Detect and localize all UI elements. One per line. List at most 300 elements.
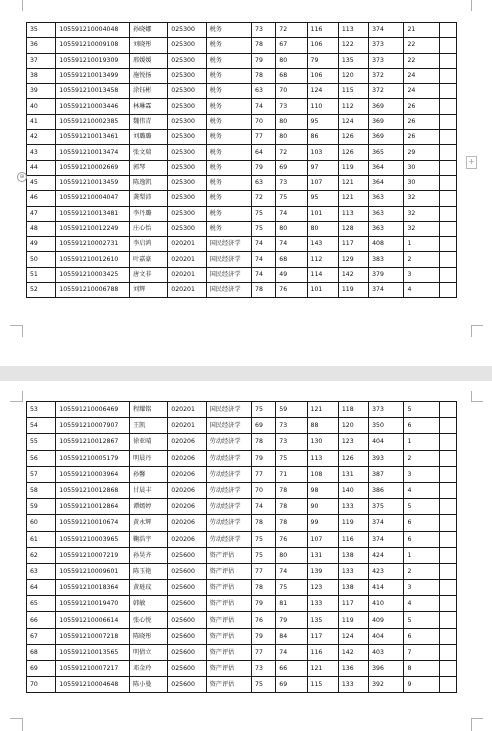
table-cell: 80: [307, 221, 338, 236]
table-cell: 46: [27, 191, 56, 206]
table-cell: 120: [338, 418, 368, 434]
table-cell: 43: [27, 145, 56, 160]
table-cell-empty: [439, 547, 456, 563]
table-cell: 112: [307, 252, 338, 267]
table-cell: 363: [369, 191, 404, 206]
table-cell: 78: [252, 68, 276, 83]
table-cell: 70: [27, 677, 56, 693]
table-cell: 国民经济学: [206, 418, 251, 434]
table-cell: 47: [27, 206, 56, 221]
table-cell: 74: [276, 563, 307, 579]
table-cell: 68: [276, 68, 307, 83]
table-row: [27, 547, 457, 563]
table-cell: 资产评估: [206, 661, 251, 677]
table-cell: 106: [307, 38, 338, 53]
table-cell: 126: [338, 145, 368, 160]
table-cell: 80: [276, 130, 307, 145]
corner-mark: [471, 401, 483, 402]
corner-mark: [471, 718, 483, 719]
table-cell: 383: [369, 252, 404, 267]
table-cell: 025300: [168, 145, 206, 160]
table-cell: 115: [338, 84, 368, 99]
table-cell: 105591210002669: [56, 160, 130, 175]
table-cell: 36: [27, 38, 56, 53]
table-cell: 020201: [168, 283, 206, 298]
table-cell: 387: [369, 466, 404, 482]
table-row: [27, 130, 457, 145]
table-cell: 陈逸凯: [129, 175, 167, 190]
table-cell: 350: [369, 418, 404, 434]
table-cell: 105591210012864: [56, 499, 130, 515]
table-cell: 020206: [168, 515, 206, 531]
table-cell: 020206: [168, 499, 206, 515]
table-cell: 99: [307, 515, 338, 531]
table-cell: 5: [404, 499, 439, 515]
table-cell: 393: [369, 450, 404, 466]
table-cell: 70: [252, 114, 276, 129]
table-row: [27, 191, 457, 206]
table-cell: 90: [307, 499, 338, 515]
table-cell: 80: [276, 114, 307, 129]
table-cell: 112: [338, 99, 368, 114]
table-cell: 3: [404, 267, 439, 282]
table-cell: 74: [252, 237, 276, 252]
table-cell: 劳动经济学: [206, 450, 251, 466]
table-cell: 105591210019470: [56, 596, 130, 612]
table-cell: 025300: [168, 130, 206, 145]
table-cell: 128: [338, 221, 368, 236]
table-cell: 69: [252, 418, 276, 434]
table-cell: 025300: [168, 221, 206, 236]
table-cell: 税务: [206, 23, 251, 38]
table-cell: 75: [276, 450, 307, 466]
table-cell: 113: [338, 23, 368, 38]
table-cell: 3: [404, 466, 439, 482]
table-cell: 115: [307, 677, 338, 693]
table-cell: 105591210002731: [56, 237, 130, 252]
corner-mark: [471, 391, 472, 402]
table-cell: 税务: [206, 130, 251, 145]
table-cell: 陈小曼: [129, 677, 167, 693]
table-cell: 025300: [168, 114, 206, 129]
table-cell: 75: [252, 547, 276, 563]
table-cell: 81: [276, 596, 307, 612]
table-cell-empty: [439, 515, 456, 531]
table-cell: 123: [307, 580, 338, 596]
table-row: [27, 237, 457, 252]
table-cell: 129: [338, 252, 368, 267]
table-move-handle-icon[interactable]: ⊕: [17, 172, 27, 182]
table-cell: 30: [404, 160, 439, 175]
table-cell: 明倩立: [129, 644, 167, 660]
table-cell: 020201: [168, 402, 206, 418]
table-cell: 资产评估: [206, 612, 251, 628]
table-cell: 邓金玲: [129, 661, 167, 677]
table-cell: 国民经济学: [206, 402, 251, 418]
table-cell: 126: [338, 130, 368, 145]
table-cell: 105591210012867: [56, 434, 130, 450]
table-cell: 379: [369, 267, 404, 282]
table-row: [27, 283, 457, 298]
table-body: [27, 23, 457, 298]
table-cell: 025600: [168, 596, 206, 612]
table-cell: 3: [404, 580, 439, 596]
table-cell: 77: [252, 466, 276, 482]
table-cell: 136: [338, 661, 368, 677]
table-cell: 73: [276, 434, 307, 450]
table-cell: 101: [307, 206, 338, 221]
table-cell: 76: [276, 531, 307, 547]
table-cell: 孙馨: [129, 466, 167, 482]
table-cell: 105591210006788: [56, 283, 130, 298]
table-cell: 52: [27, 283, 56, 298]
table-cell: 120: [338, 68, 368, 83]
table-cell: 55: [27, 434, 56, 450]
table-cell: 9: [404, 677, 439, 693]
table-cell: 117: [338, 596, 368, 612]
table-cell: 56: [27, 450, 56, 466]
table-cell: 105591210012610: [56, 252, 130, 267]
table-cell: 61: [27, 531, 56, 547]
document-page-2: [0, 381, 492, 731]
table-cell: 6: [404, 515, 439, 531]
table-cell: 025300: [168, 99, 206, 114]
table-cell: 403: [369, 644, 404, 660]
table-cell: 105591210002385: [56, 114, 130, 129]
table-cell: 69: [276, 677, 307, 693]
table-cell: 105591210004048: [56, 23, 130, 38]
table-cell: 74: [276, 644, 307, 660]
table-cell: 69: [27, 661, 56, 677]
table-cell: 133: [307, 596, 338, 612]
table-cell: 020206: [168, 466, 206, 482]
table-cell: 税务: [206, 68, 251, 83]
table-row: [27, 418, 457, 434]
table-cell: 369: [369, 99, 404, 114]
table-cell-empty: [439, 402, 456, 418]
table-cell: 68: [276, 252, 307, 267]
corner-mark: [471, 718, 472, 731]
table-cell-empty: [439, 531, 456, 547]
table-cell: 陈晓彤: [129, 628, 167, 644]
table-cell: 79: [252, 596, 276, 612]
table-cell: 374: [369, 23, 404, 38]
table-cell: 106: [307, 68, 338, 83]
table-row: [27, 434, 457, 450]
table-cell: 025300: [168, 84, 206, 99]
table-cell: 74: [252, 99, 276, 114]
table-cell: 44: [27, 160, 56, 175]
table-cell: 63: [27, 563, 56, 579]
table-cell: 105591210003965: [56, 531, 130, 547]
table-row: [27, 499, 457, 515]
table-cell-empty: [439, 191, 456, 206]
corner-mark: [22, 325, 23, 337]
table-cell: 资产评估: [206, 628, 251, 644]
add-column-icon[interactable]: +: [466, 156, 477, 169]
table-cell: 025300: [168, 68, 206, 83]
table-cell: 孙昊齐: [129, 547, 167, 563]
table-cell: 116: [338, 531, 368, 547]
table-cell: 陈玉艳: [129, 563, 167, 579]
table-cell: 108: [307, 466, 338, 482]
table-cell: 79: [252, 628, 276, 644]
table-cell: 75: [252, 677, 276, 693]
table-row: [27, 160, 457, 175]
table-cell: 64: [27, 580, 56, 596]
table-cell: 63: [252, 84, 276, 99]
table-cell: 刘辉: [129, 283, 167, 298]
table-row: [27, 677, 457, 693]
table-cell: 105591210007907: [56, 418, 130, 434]
table-cell: 66: [27, 612, 56, 628]
table-cell: 101: [307, 283, 338, 298]
table-cell: 133: [338, 677, 368, 693]
table-cell: 4: [404, 283, 439, 298]
table-cell: 50: [27, 252, 56, 267]
table-cell: 1: [404, 434, 439, 450]
table-cell-empty: [439, 283, 456, 298]
table-cell: 75: [276, 191, 307, 206]
table-cell: 121: [338, 191, 368, 206]
table-cell: 49: [276, 267, 307, 282]
table-cell: 74: [252, 499, 276, 515]
table-cell: 95: [307, 114, 338, 129]
table-cell-empty: [439, 612, 456, 628]
table-cell: 国民经济学: [206, 283, 251, 298]
table-cell: 63: [252, 175, 276, 190]
table-cell: 53: [27, 402, 56, 418]
table-cell: 38: [27, 68, 56, 83]
table-cell: 105591210006614: [56, 612, 130, 628]
table-cell: 魏伟青: [129, 114, 167, 129]
table-cell: 365: [369, 145, 404, 160]
table-cell: 67: [27, 628, 56, 644]
table-cell: 5: [404, 402, 439, 418]
table-cell: 64: [252, 145, 276, 160]
table-cell: 107: [307, 175, 338, 190]
table-cell: 105591210003964: [56, 466, 130, 482]
table-cell: 025600: [168, 612, 206, 628]
table-cell: 75: [252, 531, 276, 547]
table-cell-empty: [439, 499, 456, 515]
table-cell: 32: [404, 221, 439, 236]
table-cell: 73: [252, 661, 276, 677]
table-cell: 孙晓娜: [129, 23, 167, 38]
table-cell: 119: [338, 283, 368, 298]
table-cell: 409: [369, 612, 404, 628]
table-cell-empty: [439, 237, 456, 252]
table-cell: 423: [369, 563, 404, 579]
table-cell: 107: [307, 531, 338, 547]
table-cell: 资产评估: [206, 677, 251, 693]
table-cell: 劳动经济学: [206, 482, 251, 498]
table-cell: 资产评估: [206, 563, 251, 579]
table-cell: 国民经济学: [206, 252, 251, 267]
table-cell: 26: [404, 114, 439, 129]
table-cell: 113: [338, 206, 368, 221]
table-cell-empty: [439, 677, 456, 693]
table-cell-empty: [439, 114, 456, 129]
table-row: [27, 450, 457, 466]
table-cell: 70: [252, 482, 276, 498]
table-cell: 105591210009108: [56, 38, 130, 53]
table-cell: 74: [276, 206, 307, 221]
table-cell: 105591210013461: [56, 130, 130, 145]
table-cell: 025600: [168, 644, 206, 660]
table-cell-empty: [439, 23, 456, 38]
table-cell: 025300: [168, 175, 206, 190]
table-row: [27, 644, 457, 660]
table-cell: 373: [369, 53, 404, 68]
table-cell: 105591210007219: [56, 547, 130, 563]
table-cell: 103: [307, 145, 338, 160]
table-cell: 130: [307, 434, 338, 450]
table-row: [27, 563, 457, 579]
table-row: [27, 596, 457, 612]
table-cell-empty: [439, 434, 456, 450]
table-cell: 373: [369, 402, 404, 418]
table-row: [27, 482, 457, 498]
table-cell: 131: [307, 547, 338, 563]
table-cell: 025300: [168, 191, 206, 206]
table-cell: 116: [307, 644, 338, 660]
table-cell: 张心悦: [129, 612, 167, 628]
table-cell: 114: [307, 267, 338, 282]
table-cell: 国民经济学: [206, 237, 251, 252]
score-table-page-2: [26, 401, 457, 693]
table-cell: 税务: [206, 53, 251, 68]
table-cell: 涂钰彬: [129, 84, 167, 99]
table-cell: 唐文非: [129, 267, 167, 282]
table-cell: 李启鸿: [129, 237, 167, 252]
table-cell: 税务: [206, 145, 251, 160]
table-cell: 105591210013459: [56, 175, 130, 190]
table-cell: 121: [307, 402, 338, 418]
table-cell-empty: [439, 482, 456, 498]
table-cell: 105591210019309: [56, 53, 130, 68]
table-cell-empty: [439, 38, 456, 53]
table-row: [27, 661, 457, 677]
table-cell-empty: [439, 145, 456, 160]
table-cell: 408: [369, 237, 404, 252]
table-cell: 48: [27, 221, 56, 236]
corner-mark: [22, 391, 23, 402]
table-row: [27, 612, 457, 628]
table-cell: 5: [404, 612, 439, 628]
table-cell: 黄永辉: [129, 515, 167, 531]
table-cell: 373: [369, 38, 404, 53]
table-cell: 105591210013474: [56, 145, 130, 160]
table-cell: 105591210013481: [56, 206, 130, 221]
table-cell: 税务: [206, 160, 251, 175]
table-cell: 117: [307, 628, 338, 644]
table-row: [27, 628, 457, 644]
table-row: [27, 145, 457, 160]
table-cell: 税务: [206, 191, 251, 206]
table-cell: 60: [27, 515, 56, 531]
table-cell: 138: [338, 547, 368, 563]
table-cell-empty: [439, 450, 456, 466]
table-row: [27, 84, 457, 99]
table-cell-empty: [439, 252, 456, 267]
table-cell: 24: [404, 84, 439, 99]
table-cell: 131: [338, 466, 368, 482]
table-cell: 142: [338, 644, 368, 660]
table-cell: 020206: [168, 531, 206, 547]
table-cell: 2: [404, 252, 439, 267]
table-cell: 72: [252, 191, 276, 206]
table-cell: 404: [369, 628, 404, 644]
table-cell: 105591210005179: [56, 450, 130, 466]
table-cell-empty: [439, 580, 456, 596]
table-cell: 025300: [168, 160, 206, 175]
table-cell: 32: [404, 206, 439, 221]
table-cell: 364: [369, 175, 404, 190]
table-cell-empty: [439, 84, 456, 99]
table-cell: 徐亚晴: [129, 434, 167, 450]
table-cell: 025300: [168, 53, 206, 68]
table-row: [27, 531, 457, 547]
table-cell: 374: [369, 515, 404, 531]
table-cell: 79: [252, 450, 276, 466]
table-cell: 资产评估: [206, 644, 251, 660]
table-body: [27, 402, 457, 693]
table-cell: 025600: [168, 547, 206, 563]
table-cell: 1: [404, 547, 439, 563]
table-cell: 4: [404, 482, 439, 498]
table-cell: 59: [276, 402, 307, 418]
table-cell: 105591210004047: [56, 191, 130, 206]
table-cell: 6: [404, 418, 439, 434]
table-row: [27, 68, 457, 83]
table-cell: 80: [276, 547, 307, 563]
table-cell: 78: [276, 499, 307, 515]
table-cell: 51: [27, 267, 56, 282]
table-cell: 李丹璐: [129, 206, 167, 221]
table-cell: 77: [252, 563, 276, 579]
table-cell: 105591210003446: [56, 99, 130, 114]
table-row: [27, 402, 457, 418]
table-cell: 韩敏: [129, 596, 167, 612]
table-cell: 025600: [168, 677, 206, 693]
table-cell: 369: [369, 114, 404, 129]
table-cell: 国民经济学: [206, 267, 251, 282]
table-cell: 025600: [168, 580, 206, 596]
table-cell: 70: [276, 84, 307, 99]
table-cell: 372: [369, 68, 404, 83]
table-row: [27, 580, 457, 596]
table-cell: 139: [307, 563, 338, 579]
table-cell: 414: [369, 580, 404, 596]
table-cell-empty: [439, 160, 456, 175]
table-cell: 116: [307, 23, 338, 38]
table-cell: 105591210009601: [56, 563, 130, 579]
table-cell: 78: [276, 482, 307, 498]
table-cell: 39: [27, 84, 56, 99]
table-cell: 025600: [168, 563, 206, 579]
table-cell: 41: [27, 114, 56, 129]
table-row: [27, 267, 457, 282]
table-cell: 21: [404, 23, 439, 38]
table-cell: 龚梨沛: [129, 191, 167, 206]
table-cell: 67: [276, 38, 307, 53]
table-cell: 58: [27, 482, 56, 498]
table-cell: 78: [252, 434, 276, 450]
table-cell-empty: [439, 466, 456, 482]
table-cell: 78: [252, 515, 276, 531]
table-cell: 78: [252, 283, 276, 298]
